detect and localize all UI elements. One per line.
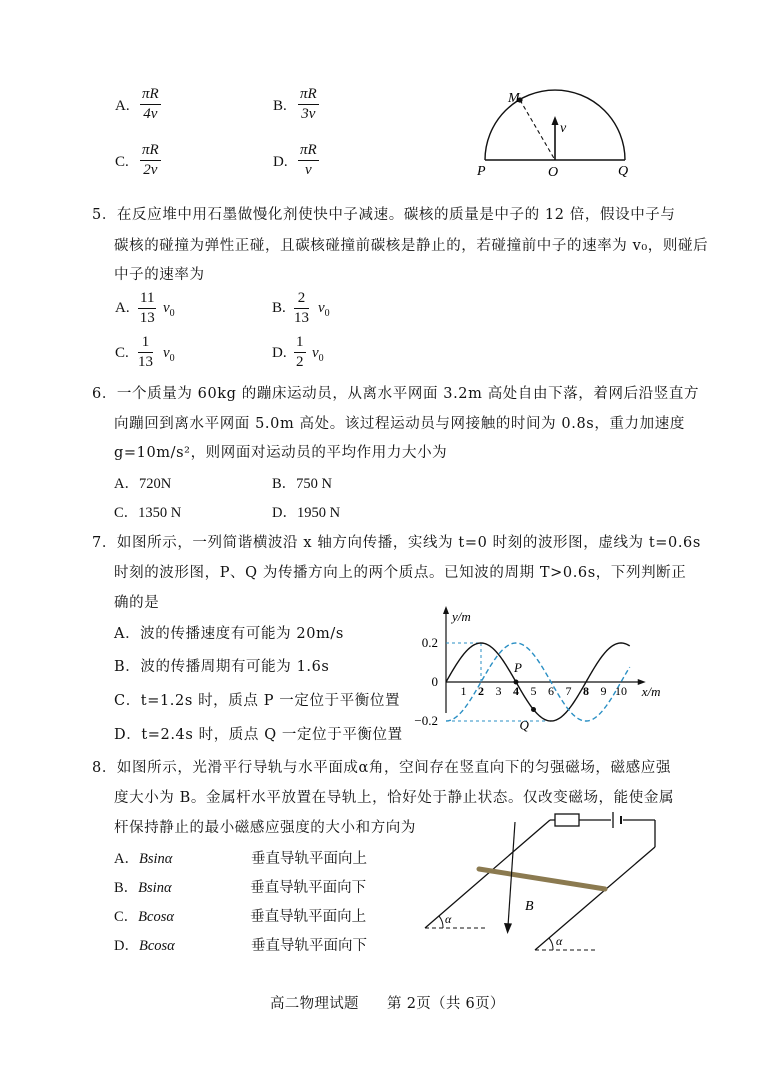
q7-option-a: A．波的传播速度有可能为 20m/s [114, 626, 344, 642]
b-arrow-icon [504, 923, 512, 934]
q5-option-b-fraction [294, 290, 309, 327]
label-o: O [548, 165, 559, 180]
q5-option-a-var: $v_0$ [163, 300, 175, 319]
q4-semicircle-figure [470, 80, 640, 180]
point-p [514, 680, 519, 685]
q4-option-a-label: A. [115, 98, 130, 114]
y-tick-label: 0 [431, 674, 438, 689]
numerator: πR [298, 142, 319, 161]
x-axis-label: x/m [641, 684, 661, 699]
x-tick-label: 4 [513, 684, 519, 698]
y-axis-arrow-icon [443, 606, 449, 614]
label-q: Q [618, 164, 629, 179]
q4-option-b-label: B. [273, 98, 287, 114]
arrow-head-icon [552, 116, 559, 125]
label-q: Q [519, 717, 529, 733]
x-tick-label: 6 [548, 684, 554, 698]
rails-figure [415, 810, 685, 960]
denominator: 3v [301, 106, 316, 122]
denominator: 13 [138, 354, 153, 370]
q6-option-a: A．720N [114, 476, 172, 492]
dashed-radius [520, 100, 555, 160]
q4-option-d-label: D. [273, 154, 288, 170]
label-v: v [560, 121, 567, 136]
x-tick-label: 2 [478, 684, 484, 698]
wave-graph [410, 605, 685, 740]
label-b: B [525, 899, 534, 914]
denominator: 13 [139, 310, 155, 326]
x-tick-label: 8 [583, 684, 589, 698]
q5-line-1: 5．在反应堆中用石墨做慢化剂使快中子减速。碳核的质量是中子的 12 倍，假设中子与 [92, 207, 676, 223]
x-tick-label: 10 [615, 684, 627, 698]
label-m: M [508, 91, 520, 106]
numerator: πR [140, 142, 161, 161]
q7-option-b: B．波的传播周期有可能为 1.6s [114, 659, 330, 675]
denominator: 13 [294, 310, 309, 326]
metal-rod [479, 869, 605, 889]
q5-option-d-label: D. [272, 345, 287, 361]
q5-option-c-var: $v_0$ [163, 345, 175, 364]
footer-page: 第 2页（共 6页） [387, 996, 505, 1012]
q5-line-3: 中子的速率为 [114, 267, 205, 283]
x-tick-label: 7 [565, 684, 572, 698]
q8-line-2: 度大小为 B。金属杆水平放置在导轨上，恰好处于静止状态。仅改变磁场，能使金属 [114, 790, 675, 806]
q8-line-1: 8．如图所示，光滑平行导轨与水平面成α角，空间存在竖直向下的匀强磁场，磁感应强 [92, 760, 671, 776]
q8-option-c: C．Bcosα 垂直导轨平面向上 [114, 909, 367, 925]
numerator: 2 [294, 290, 309, 309]
y-axis-label: y/m [452, 609, 471, 624]
q7-option-d: D．t=2.4s 时，质点 Q 一定位于平衡位置 [114, 727, 403, 743]
q6-option-c: C．1350 N [114, 505, 182, 521]
numerator: 1 [294, 334, 306, 353]
q7-line-3: 确的是 [114, 595, 160, 611]
numerator: 11 [138, 290, 156, 309]
q5-option-b-var: $v_0$ [318, 300, 330, 319]
x-tick-label: 1 [460, 684, 467, 698]
q5-option-a-fraction [138, 290, 156, 327]
numerator: πR [298, 86, 319, 105]
numerator: 1 [138, 334, 153, 353]
q4-option-a-fraction [140, 86, 161, 123]
resistor-icon [555, 814, 579, 826]
numerator: πR [140, 86, 161, 105]
x-tick-label: 9 [600, 684, 607, 698]
right-alpha: α [556, 934, 563, 948]
q4-option-b-fraction [298, 86, 319, 123]
denominator: 2 [296, 354, 304, 370]
left-alpha: α [445, 912, 452, 926]
q8-line-3: 杆保持静止的最小磁感应强度的大小和方向为 [114, 820, 416, 836]
q6-line-2: 向蹦回到离水平网面 5.0m 高处。该过程运动员与网接触的时间为 0.8s，重力加速度 [114, 416, 685, 432]
q5-option-c-label: C. [115, 345, 129, 361]
denominator: 4v [143, 106, 158, 122]
denominator: v [305, 162, 312, 178]
q5-option-c-fraction [138, 334, 153, 371]
q6-option-d: D．1950 N [272, 505, 341, 521]
point-q [531, 707, 536, 712]
q4-option-c-label: C. [115, 154, 129, 170]
q7-option-c: C．t=1.2s 时，质点 P 一定位于平衡位置 [114, 693, 401, 709]
denominator: 2v [143, 162, 158, 178]
label-p: P [514, 660, 522, 675]
q6-line-1: 6．一个质量为 60kg 的蹦床运动员，从离水平网面 3.2m 高处自由下落，着网后沿竖直方 [92, 386, 700, 402]
q5-option-d-fraction [294, 334, 306, 371]
x-tick-label: 5 [530, 684, 537, 698]
q6-line-3: g=10m/s²，则网面对运动员的平均作用力大小为 [114, 445, 448, 461]
q8-option-b: B．Bsinα 垂直导轨平面向下 [114, 880, 367, 896]
q5-option-d-var: $v_0$ [312, 345, 324, 364]
q5-line-2: 碳核的碰撞为弹性正碰，且碳核碰撞前碳核是静止的，若碰撞前中子的速率为 v₀，则碰后 [114, 238, 709, 254]
q6-option-b: B．750 N [272, 476, 333, 492]
q7-line-2: 时刻的波形图，P、Q 为传播方向上的两个质点。已知波的周期 T>0.6s，下列判断正 [114, 565, 687, 581]
q4-option-d-fraction [298, 142, 319, 179]
q5-option-a-label: A. [115, 300, 130, 316]
x-tick-label: 3 [495, 684, 502, 698]
q4-option-c-fraction [140, 142, 161, 179]
right-angle-arc [549, 938, 553, 950]
left-angle-arc [439, 916, 443, 928]
q5-option-b-label: B. [272, 300, 286, 316]
q8-option-a: A．Bsinα 垂直导轨平面向上 [114, 851, 367, 867]
q8-option-d: D．Bcosα 垂直导轨平面向下 [114, 938, 367, 954]
q7-line-1: 7．如图所示，一列简谐横波沿 x 轴方向传播，实线为 t=0 时刻的波形图，虚线为 t=0.6s [92, 535, 701, 551]
footer-subject: 高二物理试题 [270, 996, 359, 1012]
y-tick-label: −0.2 [414, 713, 438, 728]
right-rail [535, 847, 655, 950]
label-p: P [477, 164, 486, 179]
y-tick-label: 0.2 [421, 635, 438, 650]
